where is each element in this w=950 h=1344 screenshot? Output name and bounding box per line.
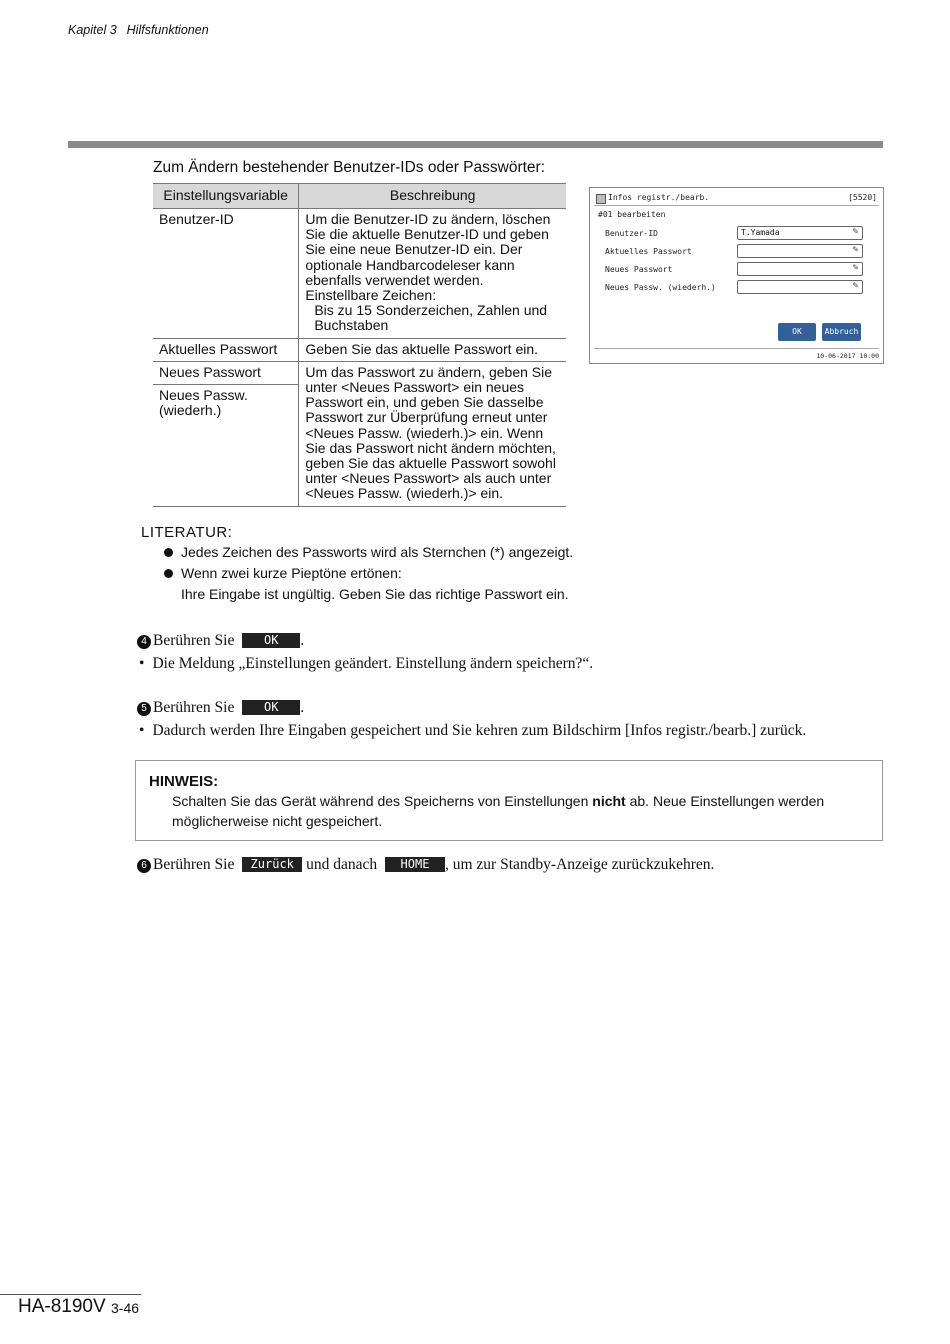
table-row	[153, 209, 566, 339]
user-id-value: T.Yamada	[741, 228, 780, 237]
ok-button[interactable]: OK	[778, 323, 816, 341]
pencil-icon: ✎	[852, 281, 859, 290]
variable-new-password: Neues Passwort	[153, 362, 298, 385]
description-text: Um die Benutzer-ID zu ändern, löschen Sie die aktuelle Benutzer-ID und geben Sie eine neue Benutzer-ID ein. Der optionale Handbarcodeleser kann ebenfalls verwendet werden.	[305, 211, 551, 288]
step-4-result	[139, 655, 593, 673]
field-label-user-id: Benutzer-ID	[605, 229, 658, 238]
screen-title: Infos registr./bearb.	[608, 193, 710, 202]
hinweis-title: HINWEIS:	[149, 773, 219, 790]
field-label-repeat-password: Neues Passw. (wiederh.)	[605, 283, 716, 292]
step-result-text: Die Meldung „Einstellungen geändert. Einstellung ändern speichern?“.	[152, 655, 594, 672]
user-id-field[interactable]	[737, 226, 863, 240]
step-text-mid: und danach	[306, 856, 378, 873]
step-number: 5	[137, 702, 151, 716]
ok-key: OK	[242, 633, 300, 648]
step-5	[137, 699, 304, 717]
step-5-result	[139, 722, 806, 740]
step-text: Berühren Sie	[153, 632, 235, 649]
table-header-row	[153, 184, 566, 209]
cancel-button[interactable]: Abbruch	[822, 323, 861, 341]
section-title: Zum Ändern bestehender Benutzer-IDs oder Passwörter:	[153, 159, 545, 176]
footer-model: HA-8190V	[18, 1296, 106, 1317]
step-text: Berühren Sie	[153, 856, 235, 873]
device-screen	[589, 187, 884, 364]
screen-divider	[594, 205, 879, 206]
step-text-after: , um zur Standby-Anzeige zurückzukehren.	[445, 856, 715, 873]
settings-table	[153, 183, 566, 507]
field-label-new-password: Neues Passwort	[605, 265, 673, 274]
page-header	[68, 23, 209, 37]
new-password-field[interactable]	[737, 262, 863, 276]
chapter-label: Kapitel 3	[68, 23, 117, 37]
literatur-item	[164, 544, 573, 560]
hinweis-text-part: ab. Neue Einstellungen werden möglicherweise nicht gespeichert.	[172, 793, 825, 829]
bullet-icon: •	[139, 655, 145, 672]
pencil-icon: ✎	[852, 245, 859, 254]
step-number: 4	[137, 635, 151, 649]
zurueck-key: Zurück	[242, 857, 302, 872]
page-number: 3-46	[111, 1300, 140, 1316]
current-password-field[interactable]	[737, 244, 863, 258]
table-cell-description	[299, 209, 566, 339]
footer-divider	[0, 1294, 141, 1295]
screen-subtitle: #01 bearbeiten	[598, 210, 666, 219]
step-result-text: Dadurch werden Ihre Eingaben gespeichert und Sie kehren zum Bildschirm [Infos registr./bearb.] zurück.	[152, 722, 807, 739]
hinweis-text-part: Schalten Sie das Gerät während des Speicherns von Einstellungen	[172, 793, 593, 809]
literatur-item	[164, 565, 402, 581]
screen-footer-divider	[594, 348, 879, 349]
step-4	[137, 632, 304, 650]
step-text: Berühren Sie	[153, 699, 235, 716]
step-6	[137, 856, 714, 874]
pencil-icon: ✎	[852, 227, 859, 236]
hinweis-text	[172, 791, 872, 831]
hinweis-text-bold: nicht	[592, 793, 626, 809]
screen-window-icon	[596, 194, 606, 204]
bullet-dot-icon	[164, 548, 173, 557]
home-key: HOME	[385, 857, 445, 872]
table-cell-variable	[153, 361, 299, 506]
table-header: Einstellungsvariable	[153, 184, 299, 209]
literatur-item-text: Wenn zwei kurze Pieptöne ertönen:	[181, 565, 402, 581]
allowed-chars-label: Einstellbare Zeichen:	[305, 287, 437, 304]
screen-datetime: 10-06-2017 10:00	[816, 352, 879, 360]
literatur-title: LITERATUR:	[141, 524, 233, 541]
ok-key: OK	[242, 700, 300, 715]
pencil-icon: ✎	[852, 263, 859, 272]
field-label-current-password: Aktuelles Passwort	[605, 247, 692, 256]
bullet-dot-icon	[164, 569, 173, 578]
hinweis-box	[135, 760, 883, 841]
step-number: 6	[137, 859, 151, 873]
table-cell-description: Geben Sie das aktuelle Passwort ein.	[299, 338, 566, 361]
chapter-section: Hilfsfunktionen	[126, 23, 209, 37]
screen-titlebar	[594, 193, 879, 204]
table-row	[153, 338, 566, 361]
table-cell-description: Um das Passwort zu ändern, geben Sie unter <Neues Passwort> ein neues Passwort ein, und geben Sie dasselbe Passwort zur Überprüfung erneut unter <Neues Passw. (wiederh.)> ein. Wenn Sie das Passwort nicht ändern möchten, geben Sie das aktuelle Passwort sowohl unter <Neues Passwort> als auch unter <Neues Passw. (wiederh.)> ein.	[299, 361, 566, 506]
table-cell-variable: Benutzer-ID	[153, 209, 299, 339]
repeat-password-field[interactable]	[737, 280, 863, 294]
step-text-after: .	[300, 699, 305, 716]
step-text-after: .	[300, 632, 305, 649]
section-divider	[68, 141, 883, 148]
table-row	[153, 361, 566, 506]
screen-code: [5520]	[848, 193, 877, 202]
bullet-icon: •	[139, 722, 145, 739]
allowed-chars-value: Bis zu 15 Sonderzeichen, Zahlen und Buchstaben	[314, 302, 548, 334]
table-cell-variable: Aktuelles Passwort	[153, 338, 299, 361]
literatur-item-text: Jedes Zeichen des Passworts wird als Sternchen (*) angezeigt.	[181, 544, 574, 560]
table-header: Beschreibung	[299, 184, 566, 209]
literatur-note: Ihre Eingabe ist ungültig. Geben Sie das richtige Passwort ein.	[181, 586, 569, 602]
variable-repeat-password: Neues Passw. (wiederh.)	[159, 387, 248, 419]
